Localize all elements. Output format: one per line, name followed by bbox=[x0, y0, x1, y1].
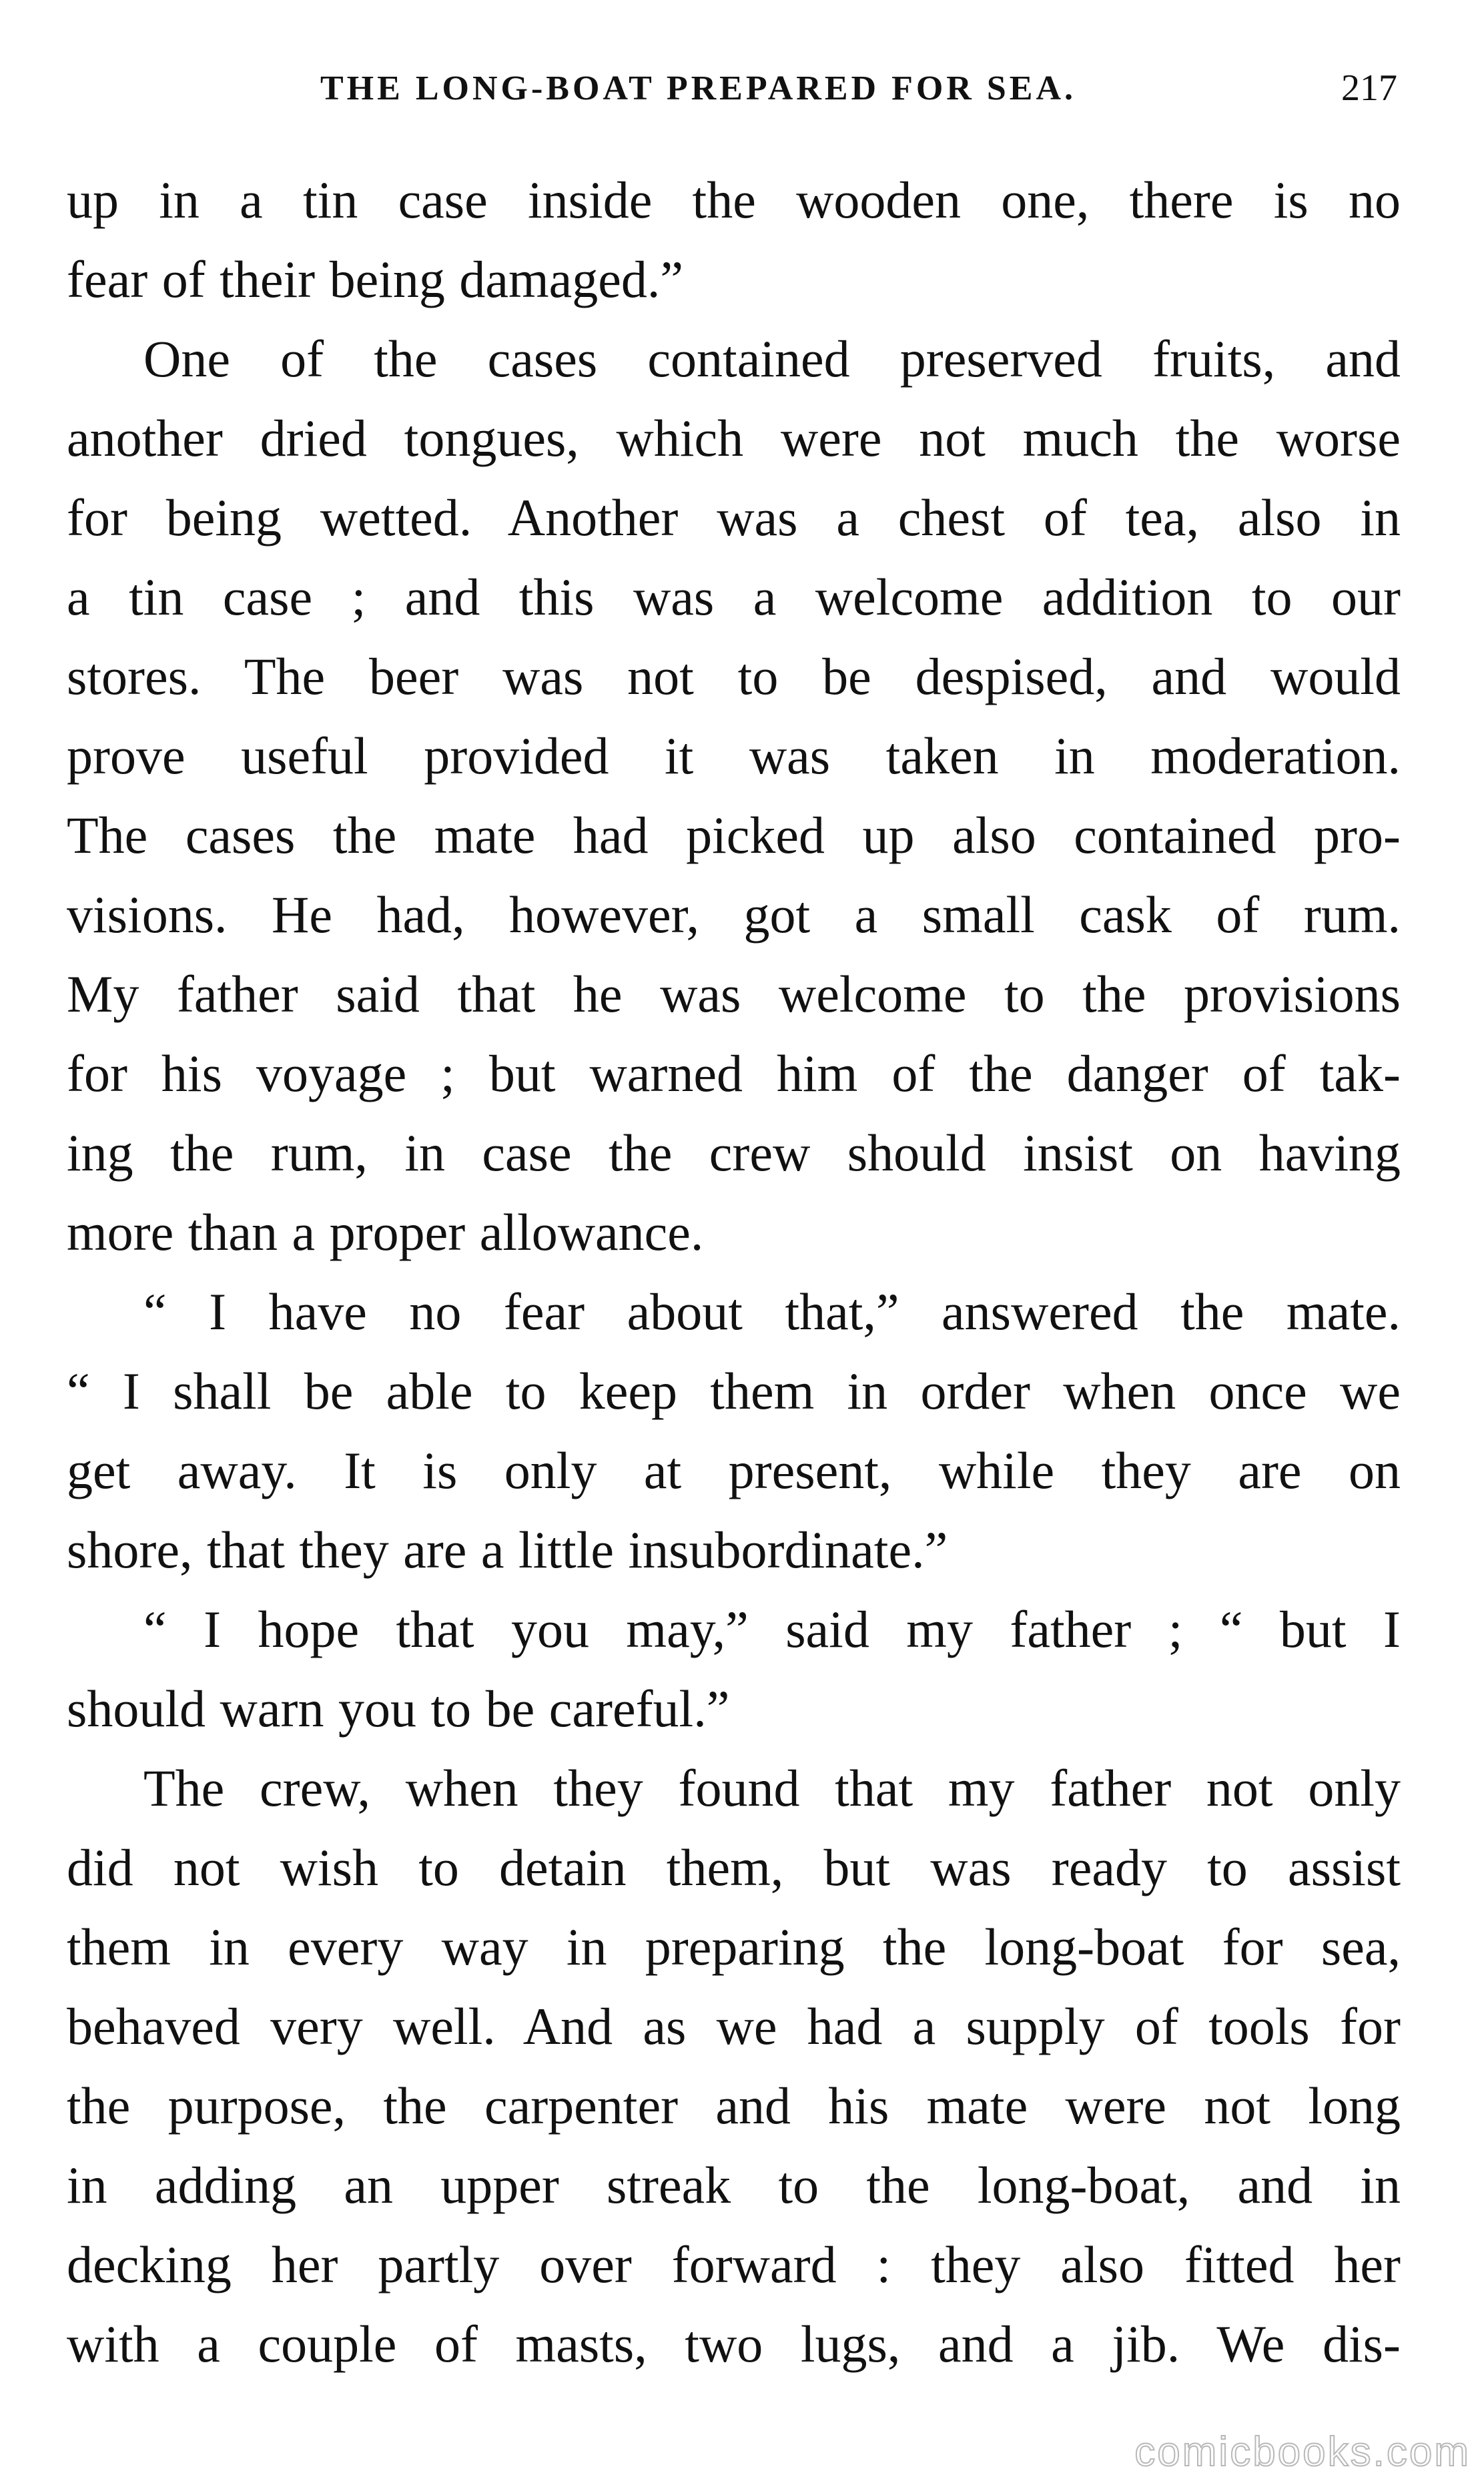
paragraph-cases bbox=[67, 319, 1401, 1272]
text-line: prove useful provided it was taken in moderation. bbox=[67, 727, 1401, 785]
text-line: “ I have no fear about that,” answered the mate. bbox=[143, 1283, 1401, 1341]
text-line: a tin case ; and this was a welcome addition to our bbox=[67, 568, 1401, 626]
text-line: behaved very well. And as we had a supply of tools for bbox=[67, 1997, 1401, 2055]
watermark: comicbooks.com bbox=[1134, 2429, 1471, 2475]
running-title: THE LONG-BOAT PREPARED FOR SEA. bbox=[320, 69, 1076, 107]
text-line: get away. It is only at present, while they are on bbox=[67, 1441, 1401, 1499]
text-line: The crew, when they found that my father not only bbox=[143, 1759, 1401, 1817]
paragraph-father-reply bbox=[67, 1589, 1401, 1748]
text-line: The cases the mate had picked up also contained pro- bbox=[67, 806, 1401, 864]
page-number: 217 bbox=[1341, 67, 1397, 109]
text-line: for being wetted. Another was a chest of tea, also in bbox=[67, 488, 1401, 547]
text-line: One of the cases contained preserved fruits, and bbox=[143, 330, 1401, 388]
text-line: with a couple of masts, two lugs, and a jib. We dis- bbox=[67, 2315, 1401, 2373]
text-line: the purpose, the carpenter and his mate were not long bbox=[67, 2077, 1401, 2135]
text-line: decking her partly over forward : they also fitted her bbox=[67, 2235, 1401, 2293]
text-line: “ I hope that you may,” said my father ; “ but I bbox=[143, 1600, 1401, 1658]
text-line: did not wish to detain them, but was ready to assist bbox=[67, 1838, 1401, 1896]
text-line: up in a tin case inside the wooden one, there is no bbox=[67, 171, 1401, 229]
text-line: shore, that they are a little insubordinate.” bbox=[67, 1521, 948, 1579]
text-line: ing the rum, in case the crew should insist on having bbox=[67, 1124, 1401, 1182]
text-line: fear of their being damaged.” bbox=[67, 250, 684, 308]
paragraph-mate-reply bbox=[67, 1272, 1401, 1589]
running-head bbox=[320, 61, 1397, 115]
text-line: “ I shall be able to keep them in order when once we bbox=[67, 1362, 1401, 1420]
text-line: visions. He had, however, got a small cask of rum. bbox=[67, 885, 1401, 944]
text-line: for his voyage ; but warned him of the danger of tak- bbox=[67, 1044, 1401, 1102]
text-line: in adding an upper streak to the long-boat, and in bbox=[67, 2156, 1401, 2214]
text-line: stores. The beer was not to be despised, and would bbox=[67, 647, 1401, 705]
text-line: them in every way in preparing the long-boat for sea, bbox=[67, 1918, 1401, 1976]
paragraph-continuation bbox=[67, 160, 1401, 319]
body-text bbox=[67, 160, 1401, 2384]
text-line: more than a proper allowance. bbox=[67, 1203, 704, 1261]
paragraph-crew bbox=[67, 1748, 1401, 2384]
text-line: should warn you to be careful.” bbox=[67, 1680, 730, 1738]
text-line: My father said that he was welcome to the provisions bbox=[67, 965, 1401, 1023]
text-line: another dried tongues, which were not much the worse bbox=[67, 409, 1401, 467]
